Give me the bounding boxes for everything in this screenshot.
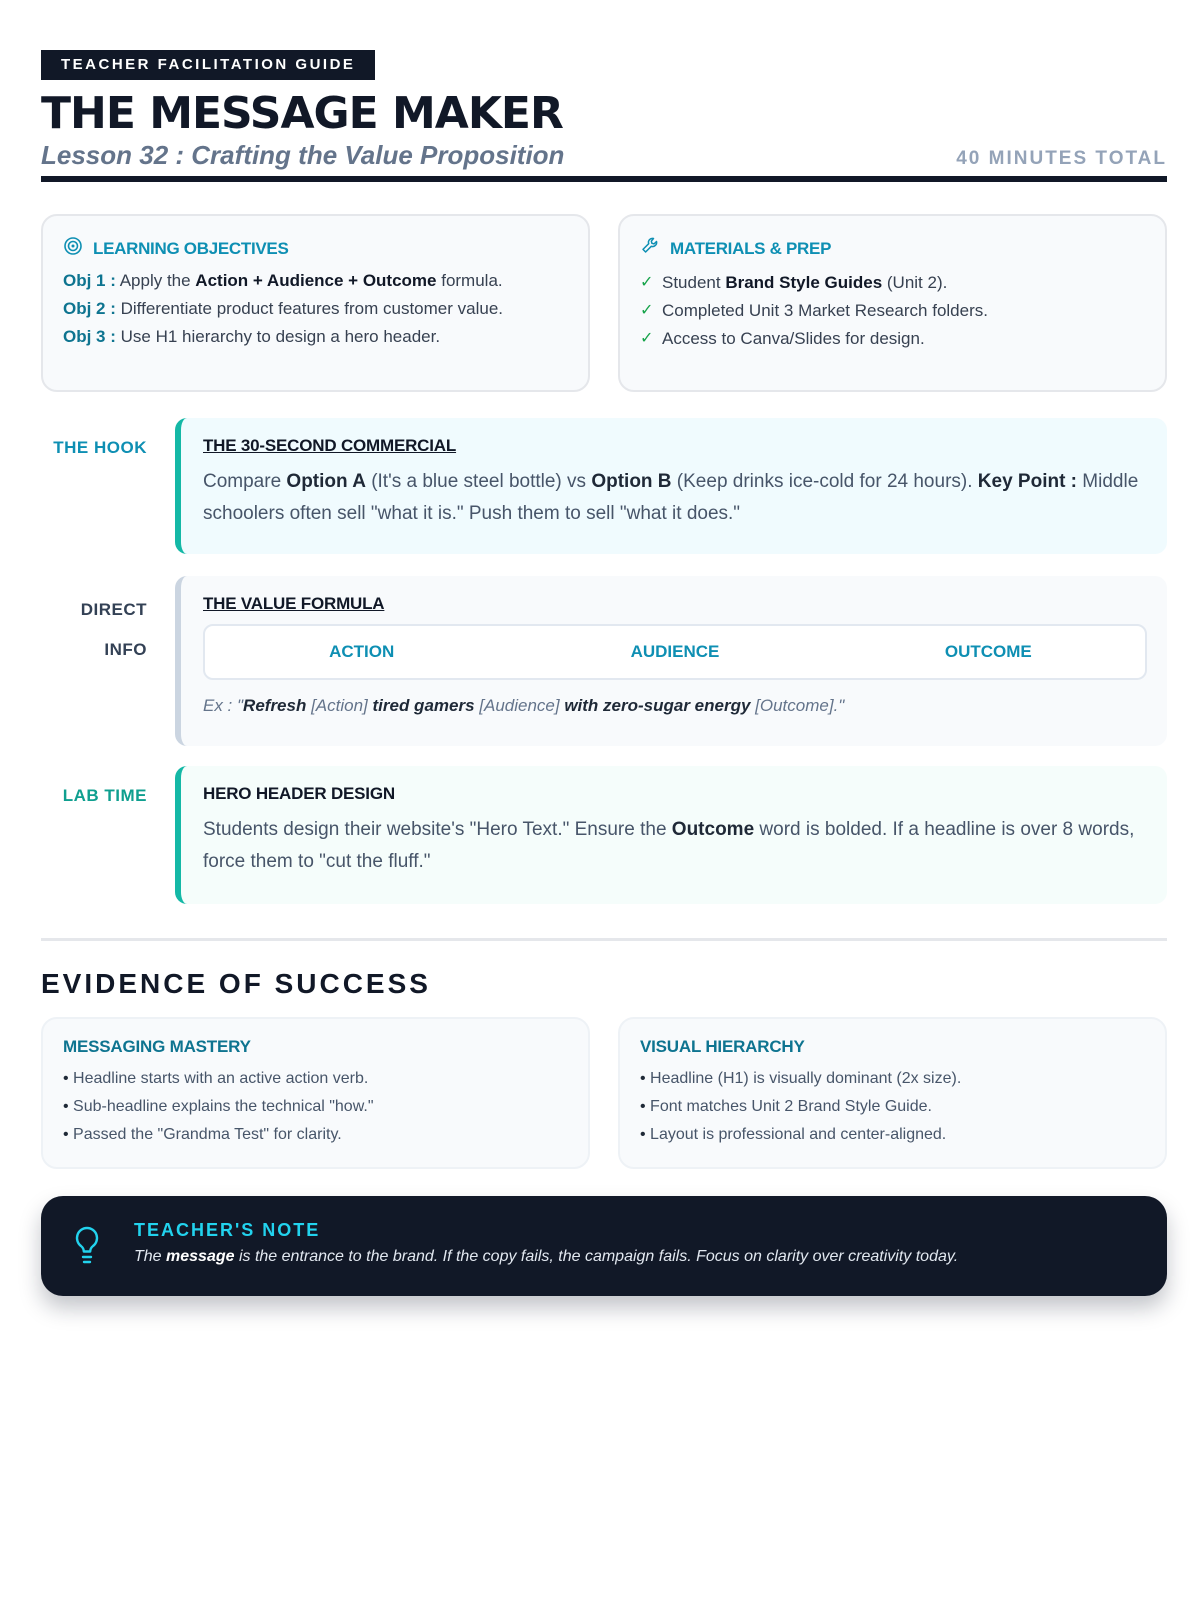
materials-card (618, 214, 1167, 392)
objective-key: Obj 2 : (63, 299, 116, 318)
wrench-icon (640, 236, 660, 261)
evidence-cards (41, 1017, 1167, 1169)
total-time: 40 MINUTES TOTAL (956, 148, 1167, 169)
evidence-item: • Layout is professional and center-aligned. (640, 1121, 1145, 1149)
lab-title: HERO HEADER DESIGN (203, 784, 395, 803)
evidence-heading: VISUAL HIERARCHY (640, 1037, 805, 1056)
evidence-card-messaging (41, 1017, 590, 1169)
direct-label-line: INFO (104, 640, 147, 659)
direct-title: THE VALUE FORMULA (203, 594, 385, 613)
objective-text: Use H1 hierarchy to design a hero header. (115, 327, 441, 346)
note-title: TEACHER'S NOTE (134, 1220, 321, 1240)
direct-label-line: DIRECT (80, 600, 147, 619)
formula-action: ACTION (329, 642, 395, 661)
hook-body: Compare Option A (It's a blue steel bottle) vs Option B (Keep drinks ice-cold for 24 hours). Key Point : Middle schoolers often sell "what it is." Push them to sell "what it does." (203, 471, 1139, 524)
objectives-heading (63, 236, 568, 261)
objectives-heading-label: LEARNING OBJECTIVES (93, 238, 289, 258)
objective-item (63, 269, 568, 293)
direct-box (175, 576, 1167, 746)
hook-label: THE HOOK (53, 438, 147, 457)
check-icon: ✓ (640, 274, 654, 291)
evidence-heading: MESSAGING MASTERY (63, 1037, 251, 1056)
evidence-item: • Font matches Unit 2 Brand Style Guide. (640, 1093, 1145, 1121)
note-text: The message is the entrance to the brand. If the copy fails, the campaign fails. Focus on clarity over creativity today. (134, 1248, 959, 1265)
evidence-card-visual (618, 1017, 1167, 1169)
evidence-item: • Headline starts with an active action verb. (63, 1065, 568, 1093)
lesson-subtitle: Lesson 32 : Crafting the Value Proposition (41, 140, 565, 170)
formula-audience: AUDIENCE (630, 642, 720, 661)
lab-label: LAB TIME (62, 786, 147, 805)
formula-example: Ex : "Refresh [Action] tired gamers [Audience] with zero-sugar energy [Outcome]." (203, 696, 845, 715)
target-icon (63, 236, 83, 261)
material-text: Completed Unit 3 Market Research folders. (662, 301, 988, 320)
material-item (640, 325, 1145, 353)
objective-key: Obj 3 : (63, 327, 116, 346)
material-text: Student (662, 273, 726, 292)
objectives-card (41, 214, 590, 392)
top-cards (41, 214, 1167, 392)
formula-outcome: OUTCOME (944, 642, 1032, 661)
guide-page (41, 50, 1167, 1265)
teacher-note (41, 1196, 1167, 1296)
evidence-item: • Sub-headline explains the technical "how." (63, 1093, 568, 1121)
lab-body: Students design their website's "Hero Text." Ensure the Outcome word is bolded. If a headline is over 8 words, force them to "cut the fluff." (203, 819, 1135, 872)
material-text-end: (Unit 2). (882, 273, 948, 292)
material-bold: Brand Style Guides (725, 273, 883, 292)
lab-box (175, 766, 1167, 904)
objective-item (63, 325, 568, 349)
material-item (640, 297, 1145, 325)
check-icon: ✓ (640, 330, 654, 347)
check-icon: ✓ (640, 302, 654, 319)
material-text: Access to Canva/Slides for design. (662, 329, 925, 348)
materials-heading-label: MATERIALS & PREP (670, 238, 832, 258)
section-divider (41, 938, 1167, 941)
subtitle-row (41, 142, 1167, 182)
hook-box (175, 418, 1167, 554)
material-item (640, 269, 1145, 297)
objective-bold: Action + Audience + Outcome (195, 271, 437, 290)
objective-text-end: formula. (436, 271, 503, 290)
objective-item (63, 297, 568, 321)
materials-heading (640, 236, 1145, 261)
evidence-item: • Headline (H1) is visually dominant (2x size). (640, 1065, 1145, 1093)
evidence-item: • Passed the "Grandma Test" for clarity. (63, 1121, 568, 1149)
value-formula (203, 624, 1147, 680)
direct-label (41, 590, 147, 670)
guide-badge: TEACHER FACILITATION GUIDE (41, 50, 375, 80)
hook-title: THE 30-SECOND COMMERCIAL (203, 436, 457, 455)
objective-key: Obj 1 : (63, 271, 116, 290)
page-title: THE MESSAGE MAKER (41, 88, 563, 139)
objective-text: Apply the (115, 271, 196, 290)
objective-text: Differentiate product features from customer value. (115, 299, 503, 318)
evidence-title: EVIDENCE OF SUCCESS (41, 968, 431, 999)
lightbulb-icon (71, 1224, 103, 1268)
